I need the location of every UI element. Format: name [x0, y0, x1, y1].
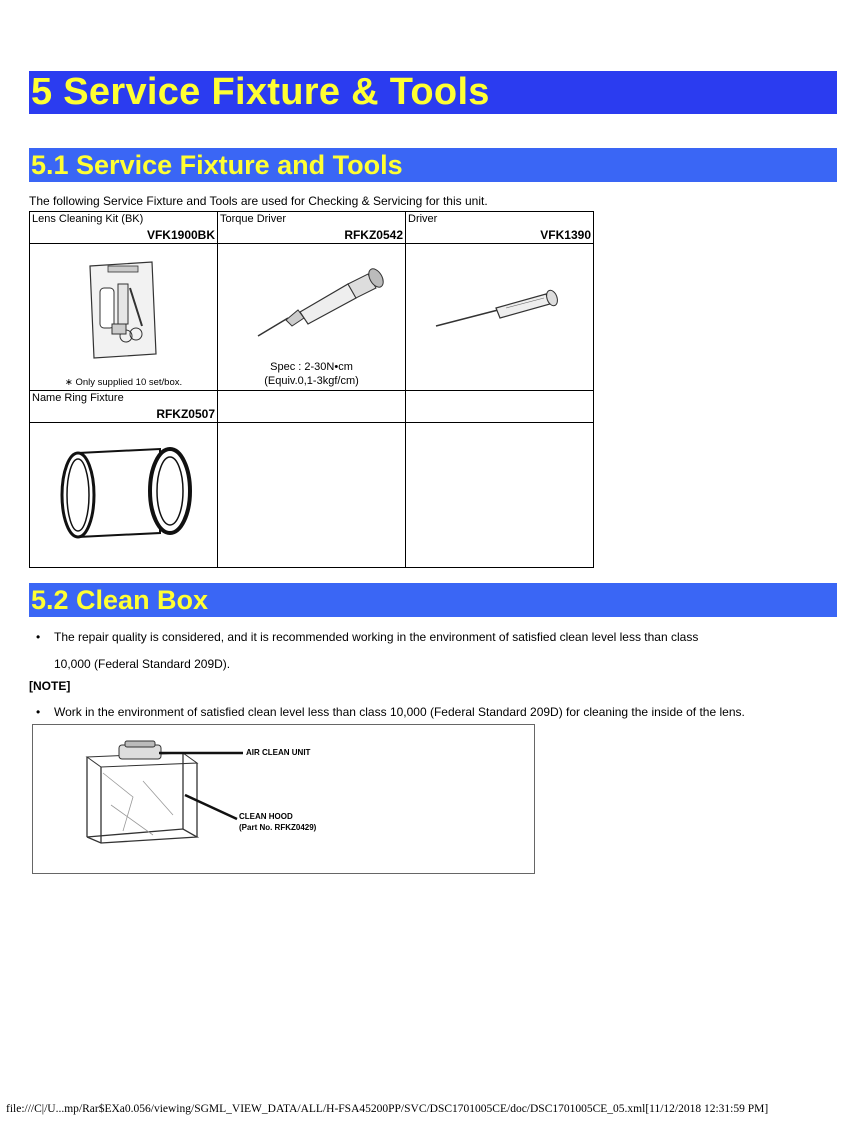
tool-header-lens-kit — [30, 212, 218, 244]
note-label: [NOTE] — [29, 679, 71, 693]
name-ring-fixture-illustration — [30, 423, 216, 567]
tool-code: RFKZ0507 — [156, 407, 215, 421]
tool-header-name-ring-fixture — [30, 391, 218, 423]
tool-name: Name Ring Fixture — [32, 392, 124, 404]
section-heading-5-1-text: 5.1 Service Fixture and Tools — [31, 150, 403, 180]
tool-name: Torque Driver — [220, 213, 287, 225]
bullet-text-line-1: The repair quality is considered, and it is recommended working in the environment of satisfied clean level less than class — [54, 630, 699, 644]
empty-image-cell — [406, 423, 594, 568]
bullet-text-line-2: 10,000 (Federal Standard 209D). — [54, 657, 231, 671]
spec-line-2: (Equiv.0,1-3kgf/cm) — [264, 375, 359, 387]
tool-code: VFK1900BK — [146, 228, 215, 242]
spec-line-1: Spec : 2-30N•cm — [270, 361, 353, 373]
tool-code: RFKZ0542 — [344, 228, 403, 242]
tool-image-lens-kit — [30, 244, 218, 391]
page-heading-text: 5 Service Fixture & Tools — [31, 71, 490, 113]
page-heading — [29, 71, 837, 114]
tool-image-name-ring-fixture — [30, 423, 218, 568]
section-heading-5-1 — [29, 148, 837, 182]
intro-text: The following Service Fixture and Tools are used for Checking & Servicing for this unit. — [29, 194, 488, 208]
bullet-dot: • — [36, 705, 41, 719]
footer-file-path: file:///C|/U...mp/Rar$EXa0.056/viewing/SGML_VIEW_DATA/ALL/H-FSA45200PP/SVC/DSC1701005CE/doc/DSC1701005CE_05.xml[11/12/2018 12:31:59 PM] — [6, 1103, 769, 1115]
tool-header-torque-driver — [218, 212, 406, 244]
label-clean-hood-part: (Part No. RFKZ0429) — [239, 823, 317, 832]
tool-name: Lens Cleaning Kit (BK) — [32, 213, 144, 225]
label-air-clean-unit: AIR CLEAN UNIT — [246, 748, 311, 757]
clean-box-figure — [32, 724, 535, 874]
empty-image-cell — [218, 423, 406, 568]
tool-name: Driver — [408, 213, 438, 225]
empty-header-cell — [218, 391, 406, 423]
lens-cleaning-kit-illustration — [30, 244, 216, 390]
lens-kit-note: ∗ Only supplied 10 set/box. — [64, 377, 183, 388]
section-heading-5-2-text: 5.2 Clean Box — [31, 585, 209, 615]
tools-table — [29, 211, 594, 568]
section-heading-5-2 — [29, 583, 837, 617]
bullet-dot: • — [36, 630, 41, 644]
tool-image-torque-driver — [218, 244, 406, 391]
torque-driver-spec — [218, 360, 405, 388]
torque-driver-illustration — [218, 244, 404, 364]
tool-image-driver — [406, 244, 594, 391]
label-clean-hood: CLEAN HOOD — [239, 812, 293, 821]
driver-illustration — [406, 244, 592, 390]
tool-header-driver — [406, 212, 594, 244]
empty-header-cell — [406, 391, 594, 423]
bullet-text: Work in the environment of satisfied clean level less than class 10,000 (Federal Standard 209D) for cleaning the inside of the lens. — [54, 705, 745, 719]
tool-code: VFK1390 — [540, 228, 591, 242]
